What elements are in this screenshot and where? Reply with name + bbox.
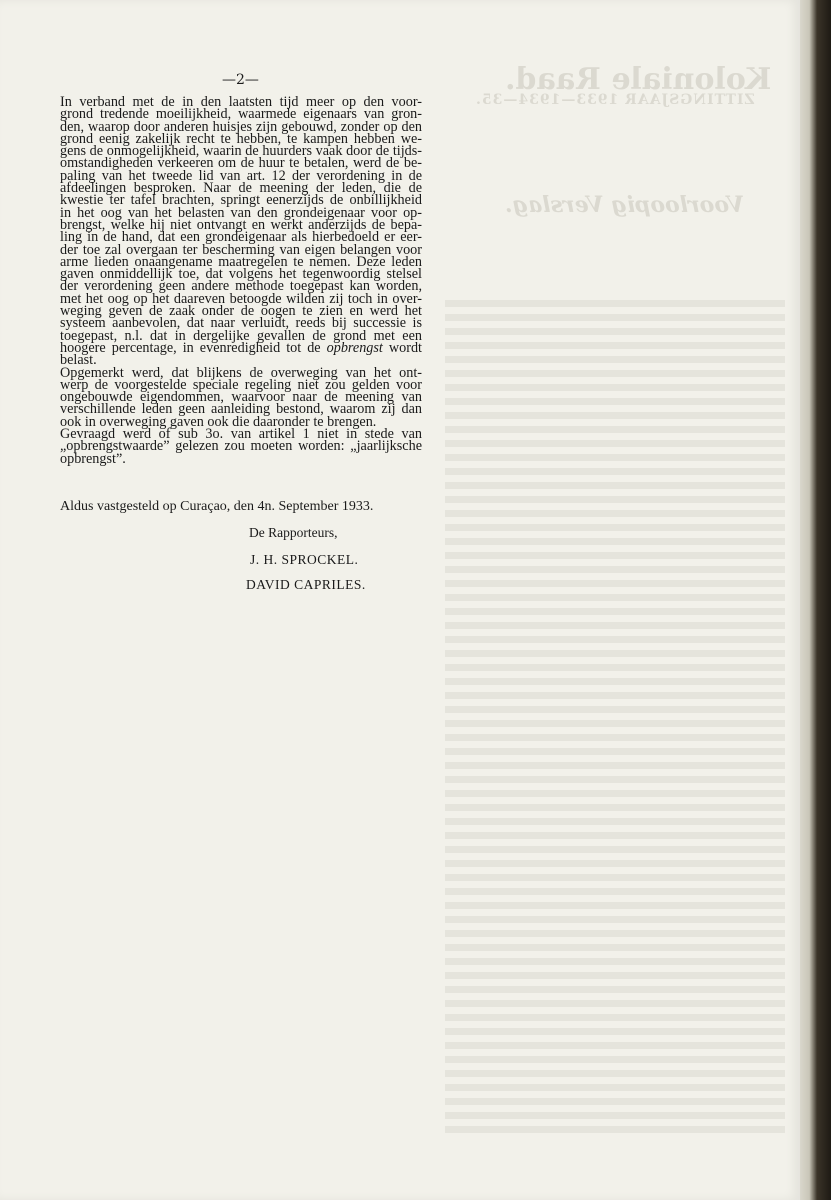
body-line: gens de onmogelijkheid, waarin de huurders vaak door de tijds- xyxy=(60,143,422,160)
body-line: in het oog van het belasten van den grondeigenaar voor op- xyxy=(60,204,422,221)
body-line-end: wordt xyxy=(388,339,422,356)
body-line: gaven onmiddellijk toe, dat volgens het tegenwoordig stelsel xyxy=(60,266,422,283)
body-line: brengst, welke hij niet ontvangt en werkt anderzijds de bepa- xyxy=(60,216,422,233)
page-edge-shadow xyxy=(800,0,831,1200)
page-number: —2— xyxy=(222,72,259,88)
body-line: afdeelingen besproken. Naar de meening der leden, die de xyxy=(60,180,422,197)
body-line: den, waarop door anderen huisjes zijn gebouwd, zonder op den xyxy=(60,118,422,135)
body-line: grond tredende moeilijkheid, waarmede eigenaars van gron- xyxy=(60,106,422,123)
body-line: der toe zal overgaan ter bescherming van eigen belangen voor xyxy=(60,241,422,258)
italic-term: opbrengst xyxy=(326,339,383,356)
body-line: der verordening geen andere methode toegepast kan worden, xyxy=(60,278,422,295)
body-line-with-italic xyxy=(60,339,422,356)
body-line: met het oog op het daareven betoogde wilden zij toch in over- xyxy=(60,290,422,307)
body-line: weging geven de zaak onder de oogen te zien en werd het xyxy=(60,303,422,320)
body-line: systeem aanbevolen, dat naar verluidt, reeds bij successie is xyxy=(60,315,422,332)
body-line: werp de voorgestelde speciale regeling niet zou gelden voor xyxy=(60,376,422,393)
body-line-start: hoogere percentage, in evenredigheid tot de xyxy=(60,339,321,356)
body-line: kwestie ter tafel brachten, springt eenerzijds de onbillijkheid xyxy=(60,192,422,209)
body-line: verschillende leden geen aanleiding bestond, waarom zij dan xyxy=(60,401,422,418)
body-line: In verband met de in den laatsten tijd meer op den voor- xyxy=(60,94,422,110)
body-line: belast. xyxy=(60,352,97,369)
body-line: paling van het tweede lid van art. 12 der verordening in de xyxy=(60,167,422,184)
show-through-title: Koloniale Raad. xyxy=(505,62,772,97)
report-body xyxy=(60,96,422,465)
body-line: Gevraagd werd of sub 3o. van artikel 1 niet in stede van xyxy=(60,426,422,443)
body-line: omstandigheden verkeeren om de huur te betalen, werd de be- xyxy=(60,155,422,172)
signatory-name: J. H. SPROCKEL. xyxy=(250,552,359,567)
signature-title: De Rapporteurs, xyxy=(249,525,338,540)
show-through-subtitle: ZITTINGSJAAR 1933—1934—35. xyxy=(475,92,755,108)
body-line: ling in de hand, dat een grondeigenaar als hierbedoeld er eer- xyxy=(60,229,422,246)
body-line: arme lieden onaangename maatregelen te nemen. Deze leden xyxy=(60,253,422,270)
body-line: grond eenig zakelijk recht te hebben, te kampen hebben we- xyxy=(60,130,422,147)
signatory-name: DAVID CAPRILES. xyxy=(246,577,366,592)
body-line: Opgemerkt werd, dat blijkens de overweging van het ont- xyxy=(60,364,422,381)
body-line: ongebouwde eigendommen, waarvoor naar de meening van xyxy=(60,389,422,406)
body-line: ook in overweging gaven ook die daaronder te brengen. xyxy=(60,413,377,430)
body-line: „opbrengstwaarde” gelezen zou moeten worden: „jaarlijksche xyxy=(60,438,422,455)
show-through-heading: Voorloopig Verslag. xyxy=(505,192,745,218)
closing-statement: Aldus vastgesteld op Curaçao, den 4n. September 1933. xyxy=(60,499,374,514)
body-line: opbrengst”. xyxy=(60,450,126,467)
show-through-text-block xyxy=(445,300,785,1140)
body-line: toegepast, n.l. dat in dergelijke gevallen de grond met een xyxy=(60,327,422,344)
